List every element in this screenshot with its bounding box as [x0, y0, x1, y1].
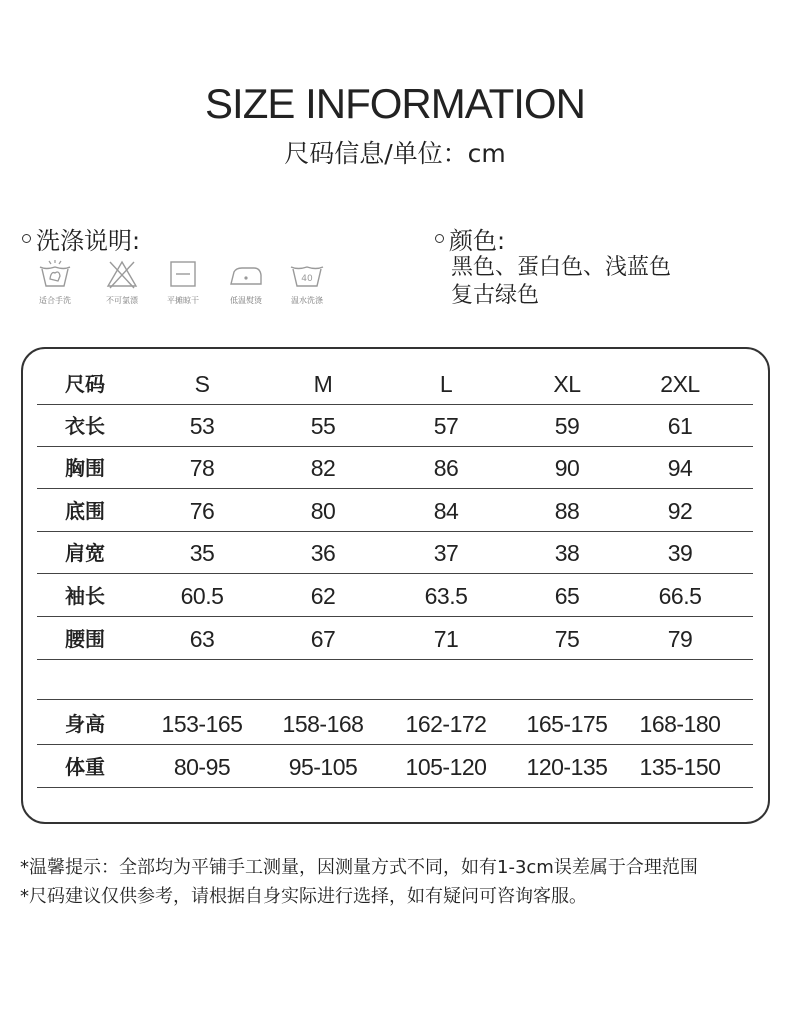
table-cell: 92	[667, 498, 693, 524]
table-cell	[512, 658, 622, 700]
care-item-low-iron	[216, 259, 276, 306]
table-cell: 35	[189, 540, 215, 566]
table-cell: 36	[310, 540, 336, 566]
row-label: 尺码	[65, 372, 105, 396]
table-header-row	[37, 363, 753, 405]
table-cell: 63.5	[424, 583, 468, 609]
table-cell: 59	[554, 413, 580, 439]
color-heading-label: 颜色:	[449, 227, 506, 255]
table-cell: 95-105	[288, 754, 358, 780]
page-title: SIZE INFORMATION	[205, 80, 585, 127]
table-cell: 61	[667, 413, 693, 439]
table-cell: 90	[554, 455, 580, 481]
table-cell: 86	[433, 455, 459, 481]
table-cell	[268, 658, 378, 700]
wash-40-icon	[289, 259, 325, 289]
table-cell	[391, 658, 501, 700]
table-cell: 71	[433, 626, 459, 652]
care-item-hand-wash	[25, 259, 85, 306]
low-iron-icon	[228, 259, 264, 289]
size-header-cell: L	[439, 371, 453, 397]
color-list	[451, 254, 671, 310]
table-cell: 78	[189, 455, 215, 481]
row-label: 袖长	[65, 584, 105, 608]
table-row	[37, 447, 753, 489]
size-header-cell: XL	[553, 371, 581, 397]
table-cell: 94	[667, 455, 693, 481]
row-label: 腰围	[65, 627, 105, 651]
table-row	[37, 532, 753, 574]
table-cell: 60.5	[180, 583, 224, 609]
bullet-icon	[435, 234, 444, 243]
table-cell: 63	[189, 626, 215, 652]
care-label: 平摊晾干	[167, 296, 199, 305]
table-cell: 67	[310, 626, 336, 652]
table-cell: 55	[310, 413, 336, 439]
flat-dry-icon	[166, 259, 200, 289]
table-row	[37, 405, 753, 447]
table-cell: 39	[667, 540, 693, 566]
table-cell: 135-150	[639, 754, 721, 780]
table-cell: 65	[554, 583, 580, 609]
page-subtitle: 尺码信息/单位：cm	[284, 139, 506, 168]
table-cell: 165-175	[526, 711, 608, 737]
notes	[20, 853, 698, 911]
table-cell: 53	[189, 413, 215, 439]
table-cell: 37	[433, 540, 459, 566]
table-cell	[147, 658, 257, 700]
row-label: 底围	[65, 499, 105, 523]
wash-temp: 40	[301, 274, 313, 284]
care-label: 温水洗涤	[291, 296, 323, 305]
table-cell: 88	[554, 498, 580, 524]
row-label: 肩宽	[65, 541, 105, 565]
table-cell: 79	[667, 626, 693, 652]
table-cell: 66.5	[658, 583, 702, 609]
note-line: *尺码建议仅供参考，请根据自身实际进行选择，如有疑问可咨询客服。	[20, 886, 587, 907]
care-label: 不可氯漂	[106, 296, 138, 305]
table-cell: 168-180	[639, 711, 721, 737]
color-line: 复古绿色	[451, 283, 540, 308]
care-item-flat-dry	[153, 259, 213, 306]
table-cell: 120-135	[526, 754, 608, 780]
table-cell: 153-165	[161, 711, 243, 737]
table-cell: 57	[433, 413, 459, 439]
care-label: 低温熨烫	[230, 296, 262, 305]
row-label: 衣长	[65, 414, 105, 438]
row-label: 胸围	[65, 456, 105, 480]
care-label: 适合手洗	[39, 296, 71, 305]
table-cell: 80	[310, 498, 336, 524]
size-header-cell: M	[313, 371, 333, 397]
care-icons	[34, 259, 334, 309]
table-spacer-row	[37, 658, 753, 700]
size-header-cell: S	[194, 371, 210, 397]
wash-heading	[22, 221, 140, 256]
row-label: 体重	[65, 755, 105, 779]
table-cell: 105-120	[405, 754, 487, 780]
table-row	[37, 703, 753, 745]
table-cell: 162-172	[405, 711, 487, 737]
color-heading	[435, 221, 505, 256]
table-row	[37, 490, 753, 532]
table-cell: 80-95	[173, 754, 231, 780]
table-row	[37, 746, 753, 788]
table-row	[37, 618, 753, 660]
row-label: 身高	[65, 712, 105, 736]
table-cell: 75	[554, 626, 580, 652]
care-item-wash-40	[277, 259, 337, 306]
table-cell: 38	[554, 540, 580, 566]
care-item-no-bleach	[92, 259, 152, 306]
table-cell: 76	[189, 498, 215, 524]
hand-wash-icon	[38, 259, 72, 289]
table-cell: 62	[310, 583, 336, 609]
table-cell: 158-168	[282, 711, 364, 737]
size-header-cell: 2XL	[660, 371, 700, 397]
note-line: *温馨提示：全部均为平铺手工测量，因测量方式不同，如有1-3cm误差属于合理范围	[20, 857, 698, 878]
no-bleach-icon	[105, 259, 139, 289]
table-cell: 82	[310, 455, 336, 481]
table-cell	[625, 658, 735, 700]
row-label	[37, 658, 145, 700]
table-cell: 84	[433, 498, 459, 524]
table-row	[37, 575, 753, 617]
color-line: 黑色、蛋白色、浅蓝色	[451, 255, 672, 280]
wash-heading-label: 洗涤说明:	[36, 227, 141, 255]
bullet-icon	[22, 234, 31, 243]
